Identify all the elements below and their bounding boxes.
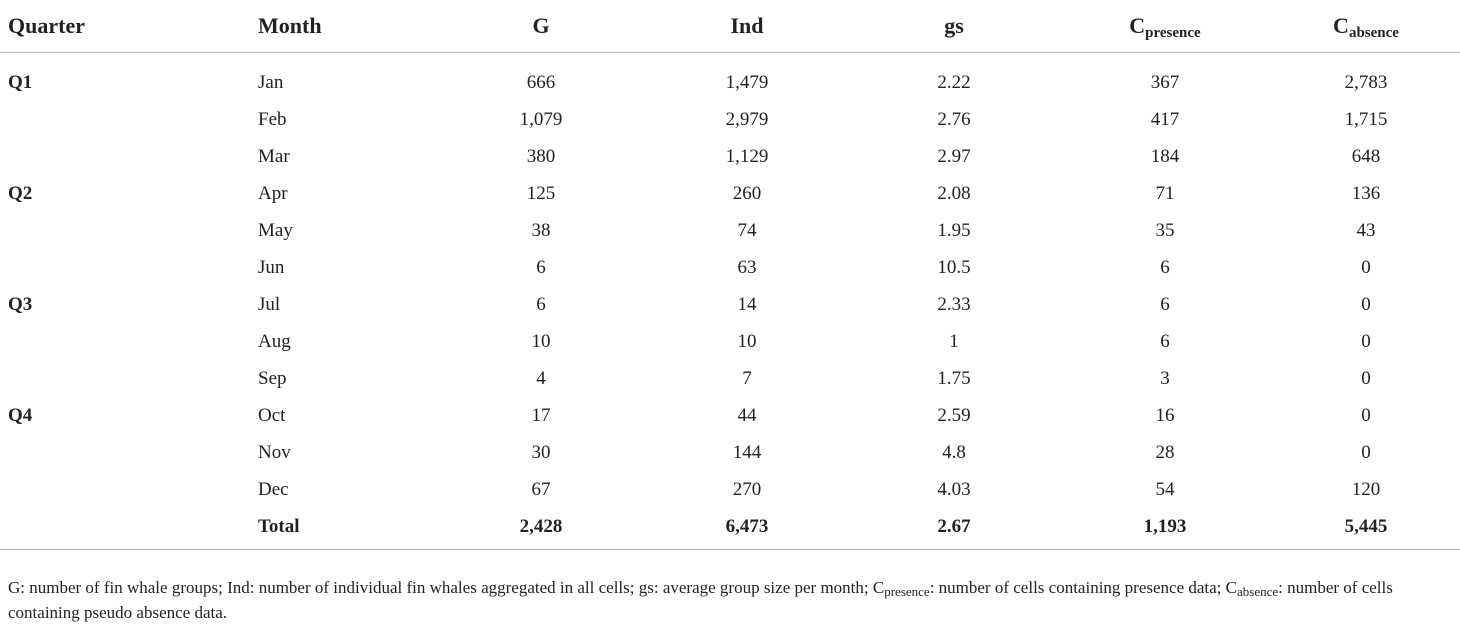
header-gs: gs <box>850 0 1058 53</box>
cell-gs: 2.97 <box>937 145 971 167</box>
cell-quarter <box>0 360 258 397</box>
cell-quarter <box>0 138 258 175</box>
table-row <box>0 434 1460 471</box>
cell-c-presence: 28 <box>1155 441 1175 463</box>
cell-ind: 44 <box>737 404 757 426</box>
header-c-presence <box>1058 0 1272 53</box>
cell-g: 4 <box>536 367 546 389</box>
cell-gs: 2.76 <box>937 108 971 130</box>
cell-month: Nov <box>258 441 291 463</box>
cell-quarter <box>0 212 258 249</box>
cell-c-presence: 3 <box>1160 367 1170 389</box>
table-row <box>0 212 1460 249</box>
footnote-sub-presence: presence <box>884 584 930 599</box>
table-body <box>0 53 1460 550</box>
cell-g: 10 <box>531 330 551 352</box>
cell-total-c-presence: 1,193 <box>1058 508 1272 550</box>
cell-quarter: Q2 <box>8 182 33 204</box>
cell-c-presence: 6 <box>1160 330 1170 352</box>
cell-quarter <box>0 434 258 471</box>
cell-ind: 14 <box>737 293 757 315</box>
cell-month: Mar <box>258 145 290 167</box>
cell-quarter: Q4 <box>8 404 33 426</box>
cell-c-absence: 0 <box>1361 441 1371 463</box>
cell-c-presence: 71 <box>1155 182 1175 204</box>
table-row <box>0 175 1460 212</box>
cell-c-presence: 367 <box>1150 71 1180 93</box>
cell-ind: 144 <box>732 441 762 463</box>
footnote-part-2: : number of cells containing presence data; C <box>929 578 1237 597</box>
cell-month: Dec <box>258 478 289 500</box>
cell-ind: 63 <box>737 256 757 278</box>
cell-month: Oct <box>258 404 286 426</box>
header-ind: Ind <box>644 0 850 53</box>
cell-gs: 4.03 <box>937 478 971 500</box>
table-row <box>0 138 1460 175</box>
cell-total-gs: 2.67 <box>850 508 1058 550</box>
cell-c-presence: 6 <box>1160 256 1170 278</box>
cell-g: 666 <box>526 71 556 93</box>
cell-gs: 2.33 <box>937 293 971 315</box>
cell-total-c-absence: 5,445 <box>1272 508 1460 550</box>
footnote-sub-absence: absence <box>1237 584 1279 599</box>
cell-ind: 270 <box>732 478 762 500</box>
cell-c-absence: 1,715 <box>1344 108 1388 130</box>
cell-total-empty <box>0 508 258 550</box>
table-row <box>0 323 1460 360</box>
cell-month: Feb <box>258 108 287 130</box>
cell-c-presence: 54 <box>1155 478 1175 500</box>
header-c-absence-sub: absence <box>1348 25 1399 41</box>
header-quarter: Quarter <box>0 0 258 53</box>
cell-ind: 260 <box>732 182 762 204</box>
cell-ind: 10 <box>737 330 757 352</box>
cell-c-absence: 120 <box>1351 478 1381 500</box>
table-row <box>0 286 1460 323</box>
footnote-part-3: : number of cells containing pseudo absence data. <box>8 578 1393 622</box>
cell-g: 30 <box>531 441 551 463</box>
header-c-absence-base: C <box>1333 13 1349 38</box>
header-c-presence-base: C <box>1129 13 1146 38</box>
cell-ind: 2,979 <box>725 108 769 130</box>
cell-gs: 1.75 <box>937 367 971 389</box>
table-row <box>0 249 1460 286</box>
cell-month: Sep <box>258 367 287 389</box>
cell-quarter <box>0 249 258 286</box>
cell-c-absence: 2,783 <box>1344 71 1388 93</box>
cell-month: Jun <box>258 256 285 278</box>
cell-quarter: Q1 <box>8 71 33 93</box>
cell-quarter <box>0 101 258 138</box>
cell-gs: 1.95 <box>937 219 971 241</box>
table-row <box>0 360 1460 397</box>
cell-c-presence: 16 <box>1155 404 1175 426</box>
header-month: Month <box>258 0 438 53</box>
table-row <box>0 101 1460 138</box>
cell-c-absence: 0 <box>1361 404 1371 426</box>
cell-g: 1,079 <box>519 108 563 130</box>
cell-quarter <box>0 471 258 508</box>
cell-total-label: Total <box>258 508 438 550</box>
header-g: G <box>438 0 644 53</box>
table-row <box>0 397 1460 434</box>
cell-c-absence: 136 <box>1351 182 1381 204</box>
table-row <box>0 471 1460 508</box>
cell-quarter: Q3 <box>8 293 33 315</box>
cell-gs: 4.8 <box>942 441 966 463</box>
cell-c-absence: 43 <box>1356 219 1376 241</box>
cell-gs: 2.59 <box>937 404 971 426</box>
cell-gs: 2.08 <box>937 182 971 204</box>
footnote-part-1: G: number of fin whale groups; Ind: number of individual fin whales aggregated in all cells; gs: average group size per month; C <box>8 578 885 597</box>
cell-total-g: 2,428 <box>438 508 644 550</box>
header-c-presence-sub: presence <box>1145 25 1201 41</box>
cell-month: May <box>258 219 293 241</box>
cell-ind: 7 <box>742 367 752 389</box>
cell-month: Apr <box>258 182 288 204</box>
cell-total-ind: 6,473 <box>644 508 850 550</box>
cell-gs: 1 <box>949 330 959 352</box>
cell-quarter <box>0 323 258 360</box>
cell-g: 6 <box>536 256 546 278</box>
cell-c-presence: 35 <box>1155 219 1175 241</box>
cell-month: Jan <box>258 71 284 93</box>
table-header-row <box>0 0 1460 53</box>
cell-g: 17 <box>531 404 551 426</box>
cell-ind: 1,479 <box>725 71 769 93</box>
cell-ind: 74 <box>737 219 757 241</box>
cell-c-presence: 417 <box>1150 108 1180 130</box>
table-total-row <box>0 508 1460 550</box>
cell-gs: 2.22 <box>937 71 971 93</box>
cell-g: 6 <box>536 293 546 315</box>
cell-ind: 1,129 <box>725 145 769 167</box>
cell-month: Aug <box>258 330 291 352</box>
table-row <box>0 53 1460 102</box>
cell-c-presence: 184 <box>1150 145 1180 167</box>
cell-c-absence: 0 <box>1361 367 1371 389</box>
cell-c-absence: 0 <box>1361 293 1371 315</box>
cell-g: 38 <box>531 219 551 241</box>
cell-g: 380 <box>526 145 556 167</box>
cell-g: 125 <box>526 182 556 204</box>
cell-c-absence: 648 <box>1351 145 1381 167</box>
cell-gs: 10.5 <box>937 256 971 278</box>
cell-c-presence: 6 <box>1160 293 1170 315</box>
cell-g: 67 <box>531 478 551 500</box>
cell-month: Jul <box>258 293 281 315</box>
cell-c-absence: 0 <box>1361 256 1371 278</box>
cell-c-absence: 0 <box>1361 330 1371 352</box>
header-c-absence <box>1272 0 1460 53</box>
table-footnote <box>8 575 1454 625</box>
